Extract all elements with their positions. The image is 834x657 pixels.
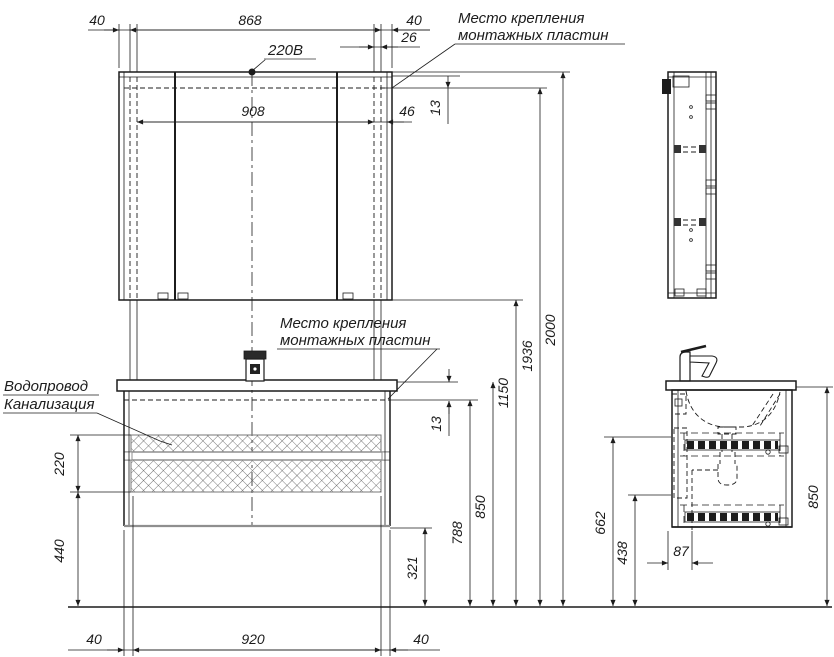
dim-mirror-width: 908 (241, 103, 265, 119)
dim-drain-wall-offset: 87 (673, 543, 689, 559)
hinge-mark (178, 293, 188, 299)
mounting-label-top-line2: монтажных пластин (458, 27, 609, 44)
dim-drain-connection-height: 438 (614, 541, 630, 565)
worktop (117, 380, 397, 391)
wall-bracket (662, 79, 671, 94)
dim-pipe-zone-height: 220 (51, 452, 67, 476)
dim-plate-width: 26 (401, 29, 417, 45)
siphon-hidden (718, 464, 737, 485)
mounting-label-mid-line2: монтажных пластин (280, 332, 431, 349)
power-callout (249, 42, 317, 76)
mirror-cabinet-side (662, 72, 716, 298)
faucet-front (244, 351, 266, 381)
dim-pipe-zone-to-floor: 440 (51, 539, 67, 563)
dim-pipe-zone-width: 920 (241, 631, 265, 647)
dim-mirror-mount-height: 1936 (519, 340, 535, 372)
dim-top-offset-right: 40 (406, 12, 422, 28)
dim-plate-height-top: 13 (427, 100, 443, 116)
dim-top-span: 868 (238, 12, 262, 28)
water-supply-label: Водопровод (4, 378, 89, 395)
dim-bottom-offset-left: 40 (86, 631, 102, 647)
power-point (249, 69, 256, 76)
mounting-label-middle (277, 315, 440, 399)
dim-side-worktop-height: 850 (805, 485, 821, 509)
faucet-side (680, 352, 690, 381)
dim-side-stack (592, 387, 833, 606)
dim-top (88, 12, 430, 68)
power-label: 220В (268, 42, 304, 59)
hinge-mark (343, 293, 353, 299)
leader-line (382, 44, 455, 88)
dim-plate-height-mid: 13 (428, 416, 444, 432)
dim-under-cabinet-clearance: 321 (404, 556, 420, 580)
worktop-side (666, 381, 796, 390)
mounting-label-top-line1: Место крепления (458, 10, 585, 27)
dim-bottom-offset-right: 40 (413, 631, 429, 647)
dim-left-stack (51, 435, 131, 606)
dim-top-offset-left: 40 (89, 12, 105, 28)
dim-worktop-height: 850 (472, 495, 488, 519)
mounting-label-mid-line1: Место крепления (280, 315, 407, 332)
dim-mirror-side-offset: 46 (399, 103, 415, 119)
vanity-side (666, 346, 796, 530)
dim-mirror-top-height: 2000 (542, 314, 558, 346)
sink-bowl-hidden (686, 391, 780, 427)
dim-plate-height-mid (390, 369, 478, 436)
hinge-mark (158, 293, 168, 299)
dim-clearance (390, 528, 432, 606)
leader-line (388, 349, 437, 399)
dim-mirror-width (137, 103, 415, 122)
sewerage-label: Канализация (4, 396, 95, 413)
dim-mirror-bottom-height: 1150 (495, 377, 511, 409)
vanity-front (117, 380, 397, 526)
mounting-plate-side (672, 394, 686, 414)
dim-mount-line-height: 788 (449, 521, 465, 545)
dim-water-connection-height: 662 (592, 511, 608, 535)
